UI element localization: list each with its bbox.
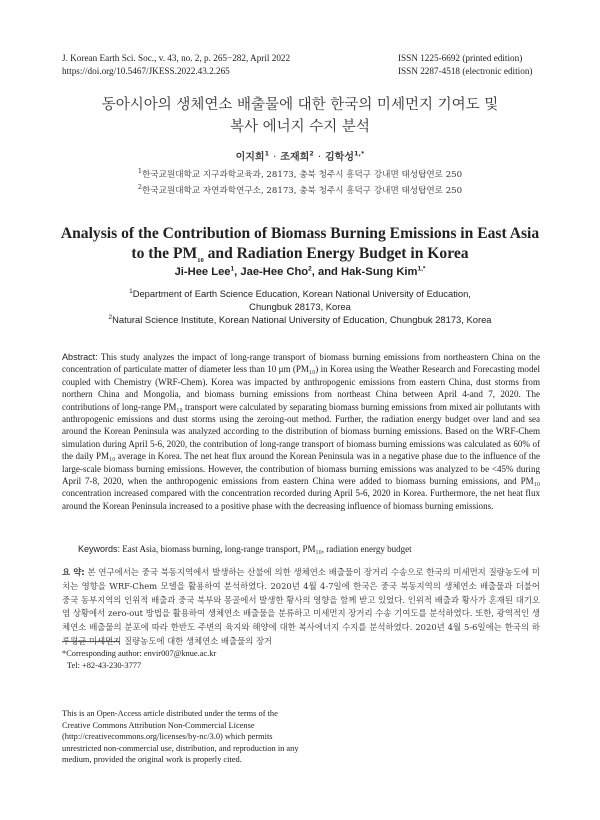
korean-author-2: 조재희 (280, 152, 310, 163)
korean-summary (62, 566, 540, 649)
english-affiliation-1-cont: Chungbuk 28173, Korea (249, 301, 351, 312)
keywords-label: Keywords: (78, 544, 121, 554)
affiliation-text: Department of Earth Science Education, Korean National University of Education, (132, 288, 471, 299)
abstract (62, 351, 540, 512)
author-separator: , (234, 266, 241, 278)
korean-summary-label: 요 약: (62, 567, 85, 577)
english-author-1: Ji-Hee Lee (174, 266, 231, 278)
journal-header (62, 52, 290, 78)
telephone: Tel: +82-43-230-3777 (67, 661, 142, 670)
korean-author-3: 김학성 (325, 152, 354, 163)
footnote-divider (62, 641, 120, 642)
title-text: and Radiation Energy Budget in Korea (203, 245, 469, 262)
issn-block (398, 52, 532, 78)
korean-authors (0, 148, 600, 163)
affiliation-text: 한국교원대학교 자연과학연구소, 28173, 충북 청주시 흥덕구 강내면 태성탑연로 250 (142, 186, 463, 196)
korean-author-2-sup: 2 (309, 149, 314, 158)
license-notice: This is an Open-Access article distributed under the terms of the Creative Commons Attribution Non-Commercial License (http://creativecommons.org/licenses/by-nc/3.0) which permits unrestricted non-commercial use, distribution, and reproduction in any medium, provided the original work is properly cited. (62, 709, 299, 765)
author-separator: , and (311, 266, 341, 278)
english-title (40, 224, 560, 264)
keywords-text: East Asia, biomass burning, long-range transport, PM₁₀, radiation energy budget (120, 544, 412, 554)
english-author-2-sup: 2 (308, 265, 312, 273)
affiliation-text: Natural Science Institute, Korean National University of Education, Chungbuk 28173, Korea (112, 314, 492, 325)
issn-print: ISSN 1225-6692 (printed edition) (398, 53, 523, 63)
corresponding-info (62, 648, 216, 672)
english-affiliations (40, 287, 560, 326)
english-title-line2 (40, 244, 560, 264)
korean-affiliation-1 (0, 168, 600, 180)
english-affiliation-1 (40, 287, 560, 300)
english-title-line1: Analysis of the Contribution of Biomass Burning Emissions in East Asia (60, 225, 540, 242)
english-affiliation-2 (40, 313, 560, 326)
english-authors (0, 266, 600, 278)
affiliation-sup: 2 (108, 313, 113, 321)
pm-subscript: 10 (197, 257, 204, 265)
doi-link[interactable]: https://doi.org/10.5467/JKESS.2022.43.2.265 (62, 66, 230, 76)
title-text: to the PM (131, 245, 198, 262)
korean-affiliation-2 (0, 184, 600, 196)
author-separator: · (273, 152, 277, 163)
english-author-2: Jae-Hee Cho (240, 266, 309, 278)
abstract-label: Abstract: (62, 352, 98, 362)
abstract-text: This study analyzes the impact of long-range transport of biomass burning emissions from northeastern China on the concentration of particulate matter of diameter less than 10 μm (PM₁₀) in Korea using the Weather Research and Forecasting model coupled with Chemistry (WRF-Chem). Korea was impacted by anthropogenic emissions from eastern China, dust storms from northern China and Mongolia, and biomass burning emissions from northeast China between April 4-and 7, 2020. The contributions of long-range PM₁₀ transport were calculated by separating biomass burning emissions from mixed air pollutants with anthropogenic emissions and dust storms using the zeroing-out method. Further, the radiation energy budget over land and sea around the Korean Peninsula was analyzed according to the distribution of biomass burning emissions. Based on the WRF-Chem simulation during April 5-6, 2020, the contribution of long-range transport of biomass burning emissions was calculated as 60% of the daily PM₁₀ average in Korea. The net heat flux around the Korean Peninsula was in a negative phase due to the influence of the large-scale biomass burning emissions. However, the contribution of biomass burning emissions was analyzed to be <45% during April 7-8, 2020, when the anthropogenic emissions from eastern China were added to biomass burning emissions, and PM₁₀ concentration increased compared with the concentration recorded during April 5-6, 2020 in Korea. Furthermore, the net heat flux around the Korean Peninsula increased to a positive phase with the decreasing influence of biomass burning emissions. (62, 352, 540, 511)
affiliation-sup: 2 (137, 183, 143, 192)
english-author-1-sup: 1 (230, 265, 235, 273)
korean-title-line1: 동아시아의 생체연소 배출물에 대한 한국의 미세먼지 기여도 및 (101, 97, 499, 113)
korean-author-3-sup: 1,* (353, 149, 365, 158)
corresponding-author[interactable]: *Corresponding author: envir007@knue.ac.kr (62, 649, 217, 658)
english-author-3: Hak-Sung Kim (341, 266, 418, 278)
journal-citation: J. Korean Earth Sci. Soc., v. 43, no. 2, p. 265−282, April 2022 (62, 53, 291, 63)
author-separator: · (317, 152, 321, 163)
korean-summary-text: 본 연구에서는 중국 북동지역에서 발생하는 산불에 의한 생체연소 배출물이 장거리 수송으로 한국의 미세먼지 질량농도에 미치는 영향을 WRF-Chem 모델을 활용하여 분석하였다. 2020년 4월 4-7일에 한국은 중국 북동지역의 생체연소 배출물과 더불어 중국 동부지역의 인위적 배출과 중국 북부와 몽골에서 발생한 황사의 영향을 함께 받고 있었다. 인위적 배출과 황사가 혼재된 대기오염 상황에서 zero-out 방법을 활용하여 생체연소 배출물을 분류하고 미세먼지 장거리 수송 기여도를 분석하였다. 또한, 광역적인 생체연소 배출물의 분포에 따라 한반도 주변의 육지와 해양에 대한 복사에너지 수지를 분석하였다. 2020년 4월 5-6일에는 한국의 하루평균 미세먼지 질량농도에 대한 생체연소 배출물의 장거 (62, 567, 540, 646)
korean-author-1: 이지희 (235, 152, 265, 163)
korean-author-1-sup: 1 (264, 149, 270, 158)
issn-electronic: ISSN 2287-4518 (electronic edition) (398, 66, 533, 76)
korean-title-line2: 복사 에너지 수지 분석 (230, 119, 370, 135)
affiliation-text: 한국교원대학교 지구과학교육과, 28173, 충북 청주시 흥덕구 강내면 태성탑연로 250 (142, 170, 463, 180)
affiliation-sup: 1 (129, 287, 133, 295)
english-author-3-sup: 1,* (417, 265, 426, 273)
korean-title (40, 94, 560, 138)
affiliation-sup: 1 (137, 167, 143, 176)
keywords (78, 544, 548, 554)
